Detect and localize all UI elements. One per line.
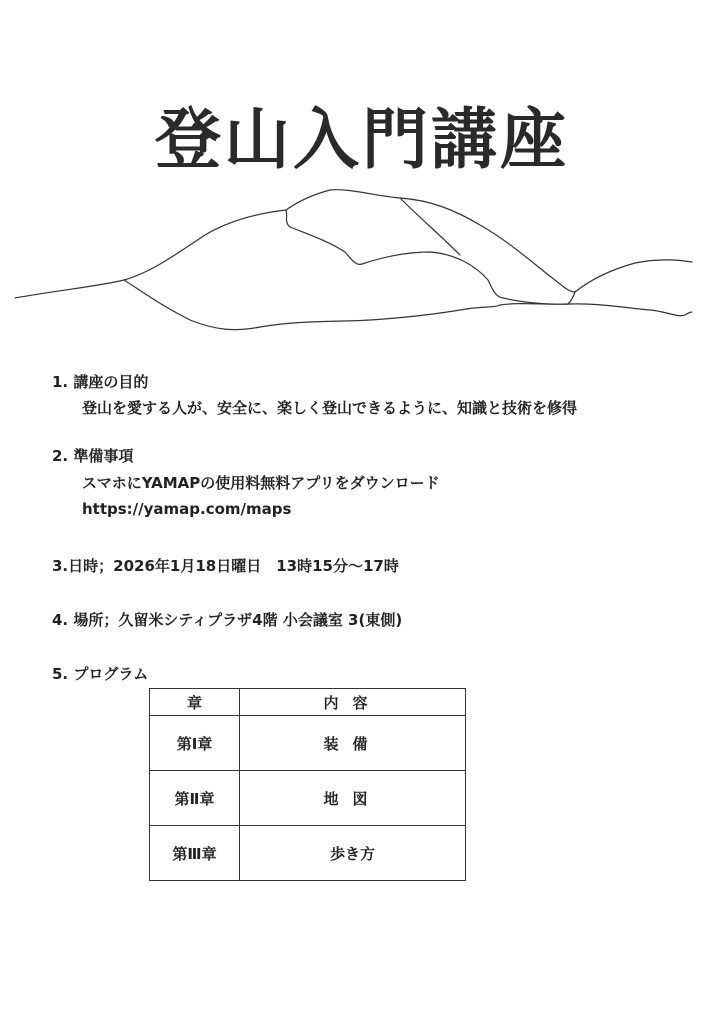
page-title: 登山入門講座 [155,101,569,178]
content-cell: 地図 [240,771,466,826]
chapter-cell: 第Ⅰ章 [150,716,240,771]
program-table-header [150,689,466,716]
column-header-chapter: 章 [150,689,240,716]
content-cell: 装備 [240,716,466,771]
section-program-heading: 5. プログラム [52,665,149,683]
mountain-inner-right [568,292,575,304]
program-table [149,688,466,881]
chapter-cell: 第Ⅱ章 [150,771,240,826]
section-purpose-body: 登山を愛する人が、安全に、楽しく登山できるように、知識と技術を修得 [82,399,578,417]
table-row [150,826,466,881]
yamap-url[interactable]: https://yamap.com/maps [82,500,292,518]
section-datetime: 3.日時；2026年1月18日曜日 13時15分～17時 [52,557,399,575]
column-header-content: 内容 [240,689,466,716]
chapter-cell: 第Ⅲ章 [150,826,240,881]
mountain-base [124,280,692,330]
mountain-left-ridge [15,210,286,298]
section-preparation-body: スマホにYAMAPの使用料無料アプリをダウンロード [82,474,440,492]
section-purpose-heading: 1. 講座の目的 [52,373,149,391]
mountain-inner-ridge [400,198,460,255]
content-cell: 歩き方 [240,826,466,881]
section-preparation-heading: 2. 準備事項 [52,447,134,465]
table-row [150,771,466,826]
mountain-summit [286,190,575,292]
section-place: 4. 場所；久留米シティプラザ4階 小会議室 3(東側) [52,611,403,629]
mountain-right-ridge [575,260,692,292]
mountain-illustration [0,180,724,340]
table-row [150,716,466,771]
